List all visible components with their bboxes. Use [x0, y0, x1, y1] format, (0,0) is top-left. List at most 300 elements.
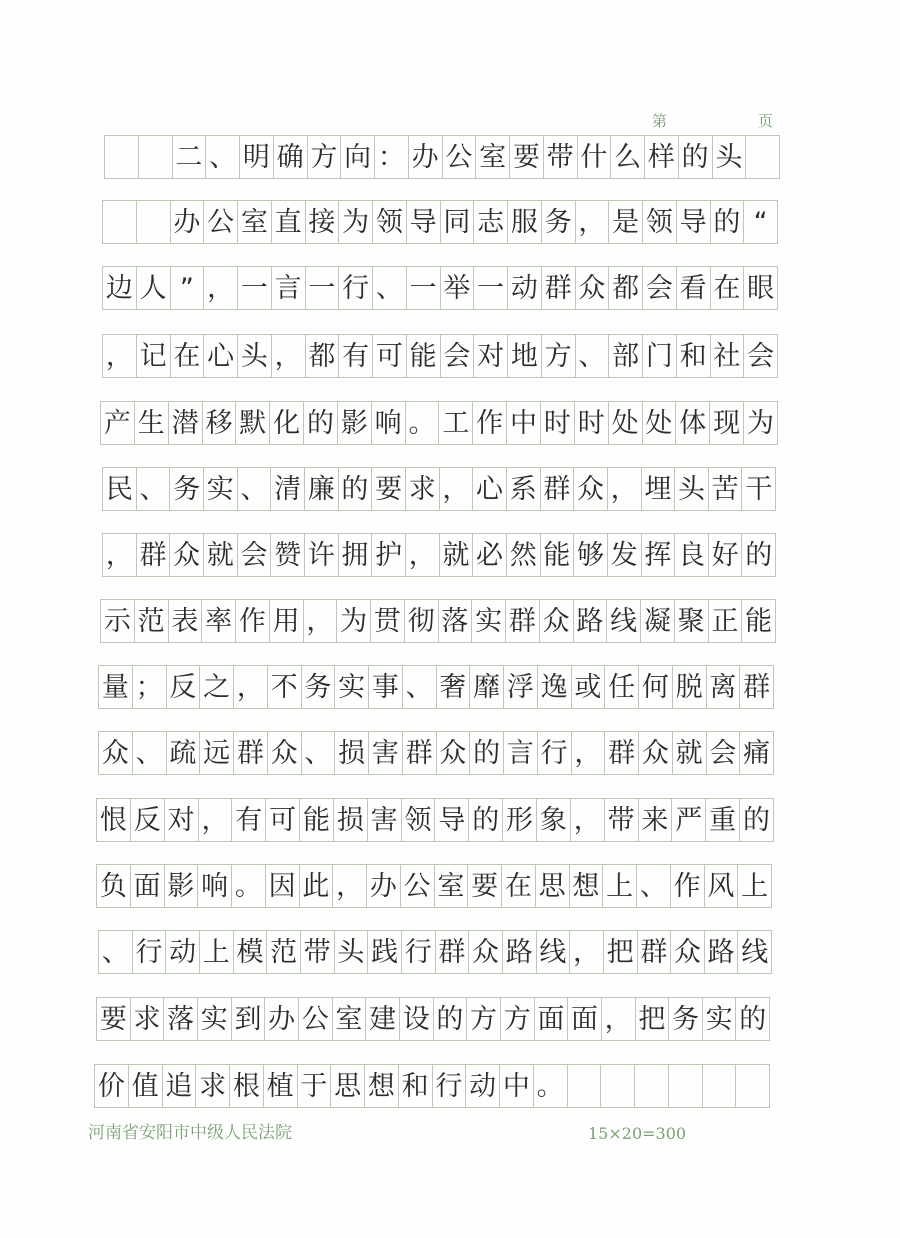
- grid-cell: 恨: [96, 799, 130, 841]
- grid-cell: [634, 1065, 668, 1107]
- grid-cell: 言: [503, 732, 537, 774]
- grid-cell: 想: [364, 1065, 398, 1107]
- grid-cell: 就: [439, 534, 473, 576]
- grid-cell: 服: [507, 201, 541, 243]
- grid-cell: 领: [642, 201, 676, 243]
- grid-cell: 方: [500, 998, 534, 1040]
- grid-cell: 严: [671, 799, 705, 841]
- grid-cell: 群: [402, 732, 436, 774]
- grid-cell: 导: [406, 201, 440, 243]
- grid-cell: 部: [608, 335, 642, 377]
- grid-cell: 工: [438, 402, 472, 444]
- grid-cell: ，: [203, 267, 237, 309]
- grid-cell: 落: [163, 998, 197, 1040]
- grid-cell: 要: [509, 136, 543, 178]
- grid-cell: 脱: [672, 666, 706, 708]
- grid-cell: [668, 1065, 702, 1107]
- grid-cell: 到: [231, 998, 265, 1040]
- grid-cell: ；: [132, 666, 166, 708]
- grid-cell: 导: [434, 799, 468, 841]
- grid-cell: 群: [505, 600, 539, 642]
- grid-cell: 、: [372, 267, 406, 309]
- grid-cell: 作: [235, 600, 269, 642]
- grid-cell: 一: [406, 267, 440, 309]
- grid-cell: 社: [710, 335, 744, 377]
- grid-cell: 任: [604, 666, 638, 708]
- grid-cell: 领: [401, 799, 435, 841]
- grid-cell: 室: [475, 136, 509, 178]
- grid-cell: 务: [541, 201, 575, 243]
- grid-cell: 公: [442, 136, 476, 178]
- grid-cell: 能: [299, 799, 333, 841]
- grid-cell: 是: [608, 201, 642, 243]
- grid-row: [102, 334, 778, 378]
- grid-cell: 凝: [640, 600, 674, 642]
- grid-cell: 离: [706, 666, 740, 708]
- grid-cell: 和: [676, 335, 710, 377]
- grid-cell: 此: [299, 865, 333, 907]
- grid-cell: 的: [469, 732, 503, 774]
- grid-cell: 思: [330, 1065, 364, 1107]
- grid-cell: 埋: [641, 468, 675, 510]
- grid-cell: 为: [336, 600, 370, 642]
- grid-row: [98, 731, 774, 775]
- grid-cell: ，: [569, 931, 603, 973]
- grid-cell: 形: [502, 799, 536, 841]
- grid-cell: 带: [543, 136, 577, 178]
- grid-cell: 损: [334, 732, 368, 774]
- page-label-di: 第: [652, 112, 668, 130]
- grid-cell: 可: [265, 799, 299, 841]
- grid-cell: 办: [366, 865, 400, 907]
- grid-cell: 、: [402, 666, 436, 708]
- grid-cell: [702, 1065, 736, 1107]
- grid-cell: 何: [638, 666, 672, 708]
- grid-cell: 确: [273, 136, 307, 178]
- grid-cell: 移: [202, 402, 236, 444]
- grid-cell: 的: [338, 468, 372, 510]
- grid-cell: 护: [371, 534, 405, 576]
- grid-cell: 模: [233, 931, 267, 973]
- grid-cell: 表: [168, 600, 202, 642]
- grid-cell: [104, 136, 138, 178]
- grid-cell: 。: [405, 402, 439, 444]
- grid-cell: 群: [541, 267, 575, 309]
- grid-cell: 值: [128, 1065, 162, 1107]
- grid-cell: 和: [398, 1065, 432, 1107]
- grid-cell: 靡: [469, 666, 503, 708]
- grid-cell: 志: [473, 201, 507, 243]
- grid-cell: 记: [136, 335, 170, 377]
- grid-cell: 、: [98, 931, 132, 973]
- grid-cell: 对: [473, 335, 507, 377]
- grid-cell: 求: [195, 1065, 229, 1107]
- grid-cell: 民: [102, 468, 136, 510]
- grid-cell: 示: [100, 600, 134, 642]
- grid-row: [100, 599, 776, 643]
- grid-cell: 室: [434, 865, 468, 907]
- grid-cell: 时: [574, 402, 608, 444]
- grid-cell: 动: [165, 931, 199, 973]
- grid-cell: 众: [98, 732, 132, 774]
- grid-cell: 根: [229, 1065, 263, 1107]
- grid-cell: 。: [231, 865, 265, 907]
- grid-cell: 聚: [674, 600, 708, 642]
- grid-cell: 范: [266, 931, 300, 973]
- grid-cell: “: [743, 201, 778, 243]
- grid-cell: 线: [737, 931, 772, 973]
- grid-cell: 处: [608, 402, 642, 444]
- grid-cell: 什: [577, 136, 611, 178]
- court-name: 河南省安阳市中级人民法院: [88, 1123, 292, 1143]
- grid-cell: 看: [676, 267, 710, 309]
- grid-cell: 公: [203, 201, 237, 243]
- grid-cell: 落: [438, 600, 472, 642]
- grid-cell: 会: [237, 534, 271, 576]
- grid-cell: 会: [706, 732, 740, 774]
- grid-cell: 办: [170, 201, 204, 243]
- grid-cell: 行: [338, 267, 372, 309]
- grid-row: [98, 930, 772, 974]
- grid-cell: 实: [702, 998, 736, 1040]
- grid-cell: [745, 136, 780, 178]
- grid-cell: 务: [668, 998, 702, 1040]
- grid-cell: 一: [473, 267, 507, 309]
- grid-cell: 中: [506, 402, 540, 444]
- grid-cell: 群: [136, 534, 170, 576]
- grid-cell: 动: [465, 1065, 499, 1107]
- grid-row: [96, 864, 772, 908]
- grid-cell: 面: [534, 998, 568, 1040]
- grid-cell: 、: [575, 335, 609, 377]
- grid-cell: 会: [440, 335, 474, 377]
- grid-cell: 群: [637, 931, 671, 973]
- grid-cell: 为: [338, 201, 372, 243]
- grid-cell: 头: [237, 335, 271, 377]
- grid-cell: 都: [305, 335, 339, 377]
- grid-cell: 众: [638, 732, 672, 774]
- grid-cell: 举: [440, 267, 474, 309]
- grid-cell: 面: [130, 865, 164, 907]
- grid-cell: 量: [98, 666, 132, 708]
- grid-row: [96, 997, 770, 1041]
- grid-cell: 浮: [503, 666, 537, 708]
- grid-cell: 象: [536, 799, 570, 841]
- grid-cell: 现: [709, 402, 743, 444]
- grid-cell: 上: [199, 931, 233, 973]
- grid-cell: 然: [506, 534, 540, 576]
- grid-cell: 就: [672, 732, 706, 774]
- grid-cell: 发: [607, 534, 641, 576]
- grid-cell: 群: [435, 931, 469, 973]
- grid-cell: ，: [607, 468, 641, 510]
- grid-row: [96, 798, 774, 842]
- grid-cell: 务: [301, 666, 335, 708]
- grid-cell: [136, 201, 170, 243]
- grid-cell: 挥: [641, 534, 675, 576]
- grid-cell: 众: [539, 600, 573, 642]
- grid-cell: 群: [540, 468, 574, 510]
- grid-cell: 群: [604, 732, 638, 774]
- grid-cell: 可: [372, 335, 406, 377]
- grid-cell: 化: [269, 402, 303, 444]
- grid-cell: 、: [205, 136, 239, 178]
- grid-cell: 够: [573, 534, 607, 576]
- grid-cell: 的: [303, 402, 337, 444]
- grid-cell: 务: [169, 468, 203, 510]
- grid-row: [94, 1064, 770, 1108]
- grid-cell: [138, 136, 172, 178]
- grid-cell: 的: [735, 998, 770, 1040]
- grid-cell: 反: [166, 666, 200, 708]
- grid-cell: ，: [570, 799, 604, 841]
- grid-cell: 远: [199, 732, 233, 774]
- grid-row: [102, 467, 776, 511]
- grid-cell: 面: [567, 998, 601, 1040]
- grid-cell: 领: [372, 201, 406, 243]
- grid-cell: 头: [712, 136, 746, 178]
- grid-cell: 响: [371, 402, 405, 444]
- grid-cell: 要: [467, 865, 501, 907]
- grid-cell: 二: [172, 136, 206, 178]
- grid-cell: 办: [408, 136, 442, 178]
- grid-cell: 思: [535, 865, 569, 907]
- grid-cell: 导: [676, 201, 710, 243]
- grid-cell: 对: [164, 799, 198, 841]
- grid-cell: 苦: [708, 468, 742, 510]
- grid-cell: 众: [436, 732, 470, 774]
- grid-cell: 室: [237, 201, 271, 243]
- grid-cell: 默: [235, 402, 269, 444]
- grid-cell: 众: [267, 732, 301, 774]
- grid-cell: 疏: [166, 732, 200, 774]
- grid-cell: 的: [678, 136, 712, 178]
- grid-cell: 率: [201, 600, 235, 642]
- grid-cell: [102, 201, 136, 243]
- grid-cell: 方: [541, 335, 575, 377]
- grid-cell: 、: [301, 732, 335, 774]
- grid-cell: 公: [400, 865, 434, 907]
- grid-cell: [735, 1065, 770, 1107]
- page-header: [0, 110, 900, 134]
- grid-cell: 负: [96, 865, 130, 907]
- grid-cell: ，: [575, 201, 609, 243]
- grid-cell: 在: [501, 865, 535, 907]
- grid-cell: 头: [674, 468, 708, 510]
- grid-cell: 带: [300, 931, 334, 973]
- grid-cell: ”: [170, 267, 204, 309]
- grid-cell: ，: [102, 335, 136, 377]
- grid-cell: 设: [399, 998, 433, 1040]
- grid-cell: 带: [604, 799, 638, 841]
- grid-cell: ，: [571, 732, 605, 774]
- grid-cell: 践: [367, 931, 401, 973]
- grid-row: [102, 266, 778, 310]
- grid-cell: 中: [499, 1065, 533, 1107]
- grid-cell: 廉: [304, 468, 338, 510]
- grid-cell: 为: [743, 402, 778, 444]
- grid-cell: 上: [737, 865, 772, 907]
- grid-cell: ，: [405, 534, 439, 576]
- grid-cell: 上: [602, 865, 636, 907]
- grid-cell: 就: [203, 534, 237, 576]
- grid-cell: 都: [608, 267, 642, 309]
- grid-cell: 害: [368, 732, 402, 774]
- grid-cell: 清: [270, 468, 304, 510]
- grid-cell: 在: [170, 335, 204, 377]
- grid-cell: 于: [297, 1065, 331, 1107]
- grid-cell: 直: [271, 201, 305, 243]
- grid-cell: 行: [132, 931, 166, 973]
- page-label-ye: 页: [758, 112, 774, 130]
- grid-cell: 影: [164, 865, 198, 907]
- grid-cell: 实: [197, 998, 231, 1040]
- grid-cell: ，: [601, 998, 635, 1040]
- grid-cell: 良: [674, 534, 708, 576]
- grid-cell: 作: [472, 402, 506, 444]
- grid-cell: 损: [333, 799, 367, 841]
- grid-row: [98, 665, 774, 709]
- grid-cell: 线: [606, 600, 640, 642]
- grid-cell: 赞: [270, 534, 304, 576]
- grid-cell: 的: [739, 799, 774, 841]
- grid-cell: 系: [506, 468, 540, 510]
- grid-cell: ，: [332, 865, 366, 907]
- grid-cell: 有: [338, 335, 372, 377]
- grid-cell: 公: [298, 998, 332, 1040]
- grid-cell: 事: [368, 666, 402, 708]
- grid-cell: 反: [130, 799, 164, 841]
- grid-cell: 或: [571, 666, 605, 708]
- grid-cell: 会: [642, 267, 676, 309]
- grid-row: [100, 401, 778, 445]
- grid-cell: 把: [603, 931, 637, 973]
- grid-cell: 要: [371, 468, 405, 510]
- grid-cell: 众: [573, 468, 607, 510]
- grid-cell: 有: [231, 799, 265, 841]
- grid-cell: ，: [102, 534, 136, 576]
- grid-cell: 一: [237, 267, 271, 309]
- grid-cell: 价: [94, 1065, 128, 1107]
- grid-cell: 众: [169, 534, 203, 576]
- grid-cell: 会: [743, 335, 778, 377]
- grid-cell: 路: [704, 931, 738, 973]
- grid-cell: 逸: [537, 666, 571, 708]
- grid-cell: 同: [440, 201, 474, 243]
- grid-cell: 生: [134, 402, 168, 444]
- grid-cell: 建: [365, 998, 399, 1040]
- grid-cell: 时: [540, 402, 574, 444]
- grid-cell: 实: [203, 468, 237, 510]
- grid-cell: 处: [642, 402, 676, 444]
- grid-cell: 把: [635, 998, 669, 1040]
- grid-cell: 实: [334, 666, 368, 708]
- grid-cell: 心: [203, 335, 237, 377]
- grid-cell: 、: [136, 468, 170, 510]
- grid-cell: 么: [610, 136, 644, 178]
- grid-cell: 方: [466, 998, 500, 1040]
- grid-cell: 地: [507, 335, 541, 377]
- grid-cell: 之: [199, 666, 233, 708]
- grid-cell: 正: [708, 600, 742, 642]
- grid-cell: 言: [271, 267, 305, 309]
- grid-cell: 好: [708, 534, 742, 576]
- grid-cell: 明: [239, 136, 273, 178]
- grid-cell: 心: [472, 468, 506, 510]
- grid-cell: 的: [433, 998, 467, 1040]
- grid-cell: 一: [305, 267, 339, 309]
- grid-cell: 行: [432, 1065, 466, 1107]
- grid-cell: 风: [704, 865, 738, 907]
- grid-cell: 门: [642, 335, 676, 377]
- grid-cell: 办: [264, 998, 298, 1040]
- grid-cell: ，: [198, 799, 232, 841]
- grid-cell: 范: [134, 600, 168, 642]
- grid-cell: 向: [340, 136, 374, 178]
- grid-row: [104, 135, 780, 179]
- grid-cell: 的: [468, 799, 502, 841]
- grid-cell: 行: [537, 732, 571, 774]
- grid-cell: 贯: [370, 600, 404, 642]
- grid-cell: 众: [468, 931, 502, 973]
- grid-cell: 在: [710, 267, 744, 309]
- grid-cell: 接: [305, 201, 339, 243]
- grid-cell: 响: [197, 865, 231, 907]
- grid-cell: 重: [705, 799, 739, 841]
- grid-cell: 的: [741, 534, 776, 576]
- grid-cell: 线: [536, 931, 570, 973]
- grid-cell: 害: [367, 799, 401, 841]
- grid-cell: 群: [739, 666, 774, 708]
- grid-cell: 许: [304, 534, 338, 576]
- grid-cell: 必: [472, 534, 506, 576]
- grid-cell: ，: [271, 335, 305, 377]
- grid-cell: 潜: [168, 402, 202, 444]
- grid-row: [102, 200, 778, 244]
- grid-cell: 、: [237, 468, 271, 510]
- grid-cell: 干: [741, 468, 776, 510]
- grid-cell: [600, 1065, 634, 1107]
- grid-cell: 、: [132, 732, 166, 774]
- grid-cell: 影: [337, 402, 371, 444]
- grid-cell: ：: [374, 136, 408, 178]
- grid-cell: 不: [267, 666, 301, 708]
- grid-cell: 的: [710, 201, 744, 243]
- grid-row: [102, 533, 776, 577]
- grid-cell: 众: [670, 931, 704, 973]
- grid-cell: 行: [401, 931, 435, 973]
- grid-cell: 路: [573, 600, 607, 642]
- grid-cell: 人: [136, 267, 170, 309]
- grid-cell: 。: [533, 1065, 567, 1107]
- grid-size-label: 15×20=300: [588, 1124, 687, 1143]
- grid-cell: 奢: [436, 666, 470, 708]
- grid-cell: 彻: [404, 600, 438, 642]
- grid-cell: 求: [130, 998, 164, 1040]
- grid-cell: 体: [675, 402, 709, 444]
- grid-cell: 路: [502, 931, 536, 973]
- grid-cell: 实: [471, 600, 505, 642]
- grid-cell: 产: [100, 402, 134, 444]
- grid-cell: 能: [540, 534, 574, 576]
- grid-cell: 想: [569, 865, 603, 907]
- grid-cell: 眼: [743, 267, 778, 309]
- grid-cell: 样: [644, 136, 678, 178]
- grid-cell: 边: [102, 267, 136, 309]
- grid-cell: 作: [670, 865, 704, 907]
- grid-cell: 众: [575, 267, 609, 309]
- grid-cell: 方: [307, 136, 341, 178]
